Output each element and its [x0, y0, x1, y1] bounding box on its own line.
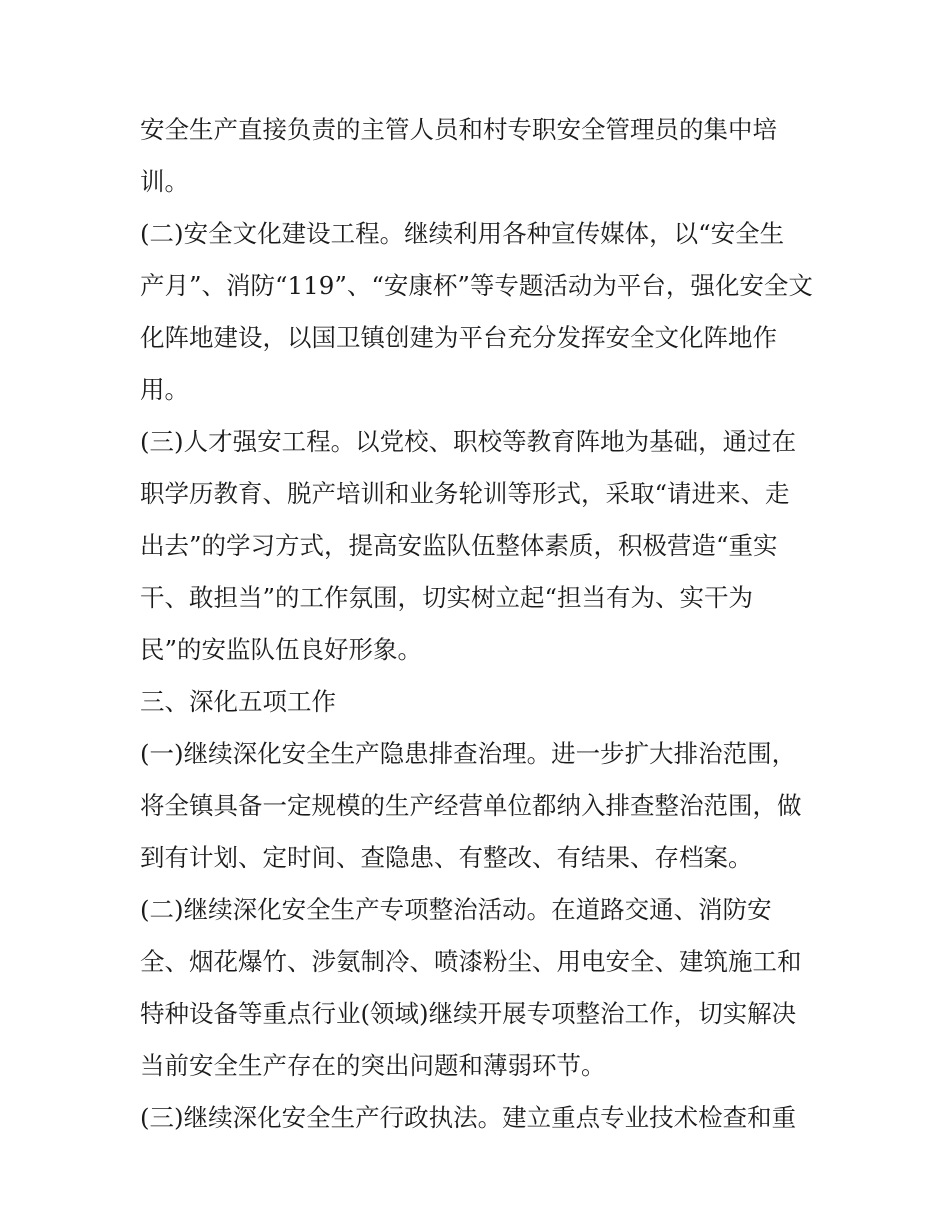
text-line: (三)人才强安工程。以党校、职校等教育阵地为基础，通过在: [140, 427, 797, 456]
text-line: 民”的安监队伍良好形象。: [140, 635, 423, 664]
text-line: 出去”的学习方式，提高安监队伍整体素质，积极营造“重实: [140, 531, 778, 560]
text-line: 到有计划、定时间、查隐患、有整改、有结果、存档案。: [140, 843, 753, 872]
section-heading: 三、深化五项工作: [140, 687, 336, 716]
text-line: (二)安全文化建设工程。继续利用各种宣传媒体，以“安全生: [140, 219, 785, 248]
text-line: 训。: [140, 167, 189, 196]
text-line: 用。: [140, 375, 189, 404]
text-line: 将全镇具备一定规模的生产经营单位都纳入排查整治范围，做: [140, 791, 802, 820]
text-line: 安全生产直接负责的主管人员和村专职安全管理员的集中培: [140, 115, 777, 144]
text-line: 产月”、消防“119”、“安康杯”等专题活动为平台，强化安全文: [140, 271, 813, 300]
text-line: 干、敢担当”的工作氛围，切实树立起“担当有为、实干为: [140, 583, 754, 612]
text-line: 职学历教育、脱产培训和业务轮训等形式，采取“请进来、走: [140, 479, 790, 508]
text-line: 全、烟花爆竹、涉氨制冷、喷漆粉尘、用电安全、建筑施工和: [140, 947, 802, 976]
text-line: (二)继续深化安全生产专项整治活动。在道路交通、消防安: [140, 895, 772, 924]
text-line: 当前安全生产存在的突出问题和薄弱环节。: [140, 1051, 606, 1080]
text-line: (三)继续深化安全生产行政执法。建立重点专业技术检查和重: [140, 1103, 797, 1132]
document-body: [140, 104, 820, 1144]
text-line: 化阵地建设，以国卫镇创建为平台充分发挥安全文化阵地作: [140, 323, 777, 352]
text-line: 特种设备等重点行业(领域)继续开展专项整治工作，切实解决: [140, 999, 797, 1028]
text-line: (一)继续深化安全生产隐患排查治理。进一步扩大排治范围，: [140, 739, 797, 768]
